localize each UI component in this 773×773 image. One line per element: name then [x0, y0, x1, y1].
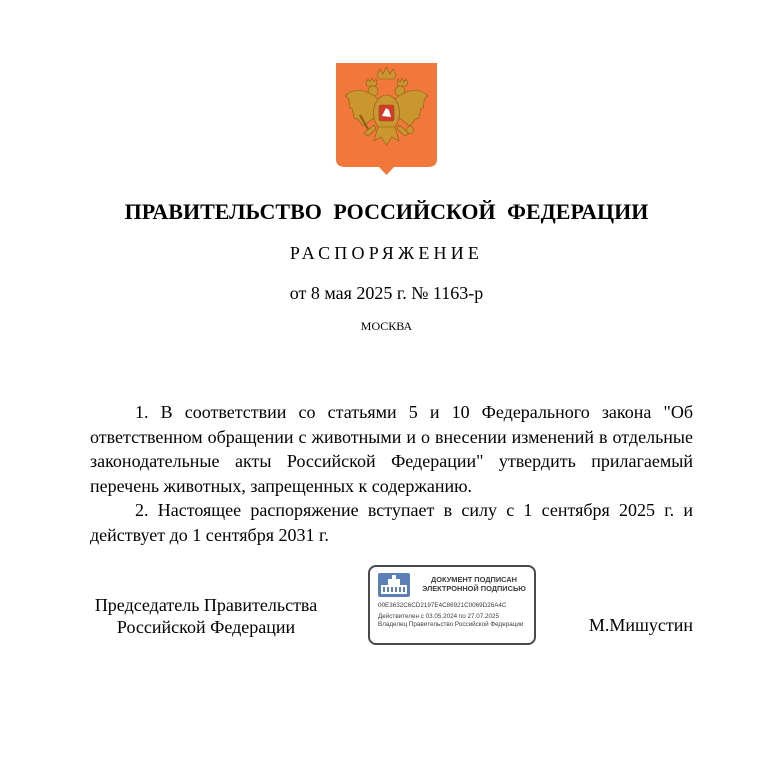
- stamp-owner: Владелец Правительство Российской Федерации: [378, 621, 524, 628]
- stamp-heading-line1: ДОКУМЕНТ ПОДПИСАН: [431, 575, 517, 584]
- document-city: МОСКВА: [360, 319, 413, 333]
- signatory-role-line2: Российской Федерации: [116, 617, 296, 637]
- stamp-heading: [416, 575, 532, 593]
- signatory-name: М.Мишустин: [588, 615, 693, 635]
- stamp-heading-line2: ЭЛЕКТРОННОЙ ПОДПИСЬЮ: [422, 584, 526, 593]
- document-type: РАСПОРЯЖЕНИЕ: [289, 243, 484, 263]
- government-building-icon: [378, 573, 410, 597]
- stamp-validity: Действителен с 03.05.2024 по 27.07.2025: [378, 613, 500, 620]
- paragraph-1: 1. В соответствии со статьями 5 и 10 Федерального закона "Об ответственном обращении с животными и о внесении изменений в отдельные законодательные акты Российской Федерации" утвердить прилагаемый перечень животных, запрещенных к содержанию.: [90, 402, 693, 496]
- signatory-role-line1: Председатель Правительства: [94, 595, 318, 615]
- stamp-certificate: 00E3632C6CD2197E4C86921C0069D26A4C: [378, 602, 507, 609]
- government-title: ПРАВИТЕЛЬСТВО РОССИЙСКОЙ ФЕДЕРАЦИИ: [124, 199, 649, 224]
- paragraph-2: 2. Настоящее распоряжение вступает в силу с 1 сентября 2025 г. и действует до 1 сентября 2031 г.: [90, 500, 693, 545]
- signatory-role: [84, 594, 328, 638]
- document-body: [90, 400, 693, 547]
- electronic-signature-stamp: [368, 565, 536, 645]
- document-date-number: от 8 мая 2025 г. № 1163-р: [289, 283, 484, 303]
- russian-coat-of-arms-icon: [336, 63, 437, 175]
